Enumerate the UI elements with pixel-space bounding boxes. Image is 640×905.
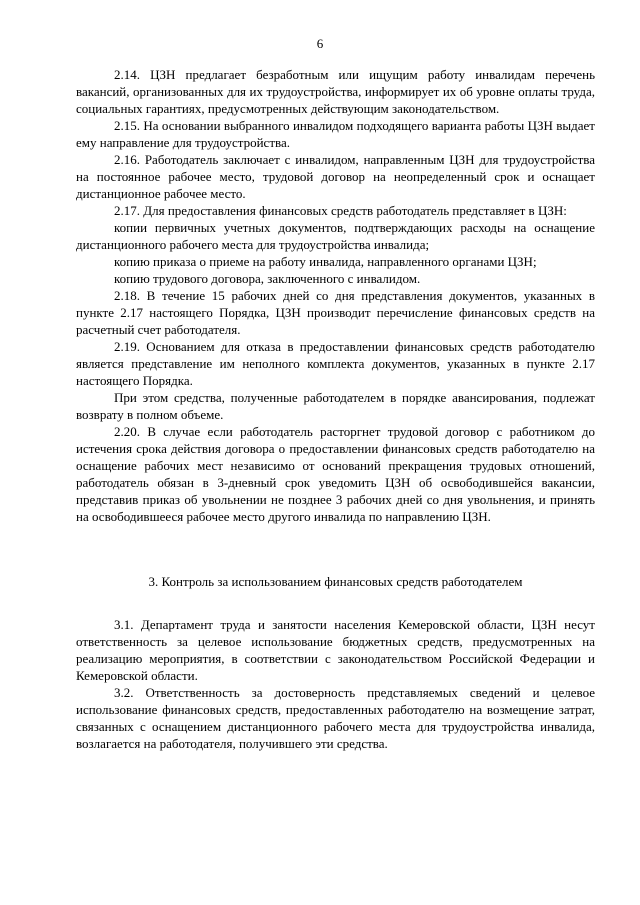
paragraph-2-17: 2.17. Для предоставления финансовых средств работодатель представляет в ЦЗН: xyxy=(114,203,567,218)
paragraph-2-16: 2.16. Работодатель заключает с инвалидом, направленным ЦЗН для трудоустройства на постоянное рабочее место, трудовой договор на неопределенный срок и оснащает дистанционное рабочее место. xyxy=(76,152,595,201)
paragraph-2-14: 2.14. ЦЗН предлагает безработным или ищущим работу инвалидам перечень вакансий, организованных для их трудоустройства, информирует их об уровне оплаты труда, социальных гарантиях, предусмотренных действующим законодательством. xyxy=(76,67,595,116)
paragraph-2-20: 2.20. В случае если работодатель расторгнет трудовой договор с работником до истечения срока действия договора о предоставлении финансовых средств работодателю на оснащение рабочих мест независимо от оснований прекращения трудовых отношений, работодатель обязан в 3-дневный срок уведомить ЦЗН об освободившейся вакансии, представив приказ об увольнении не позднее 3 рабочих дней со дня увольнения, и принять на освободившееся рабочее место другого инвалида по направлению ЦЗН. xyxy=(76,424,595,524)
paragraph-2-19-note: При этом средства, полученные работодателем в порядке авансирования, подлежат возврату в полном объеме. xyxy=(76,390,595,422)
section-heading: 3. Контроль за использованием финансовых средств работодателем xyxy=(148,574,523,589)
page-number: 6 xyxy=(316,36,324,51)
document-body xyxy=(76,66,595,752)
paragraph-2-15: 2.15. На основании выбранного инвалидом подходящего варианта работы ЦЗН выдает ему направление для трудоустройства. xyxy=(76,118,595,150)
paragraph-3-2: 3.2. Ответственность за достоверность представляемых сведений и целевое использование финансовых средств, предоставленных работодателю на возмещение затрат, связанных с оснащением дистанционного рабочего места для трудоустройства инвалида, возлагается на работодателя, получившего эти средства. xyxy=(76,685,595,751)
list-item-documents-3: копию трудового договора, заключенного с инвалидом. xyxy=(114,271,421,286)
paragraph-2-18: 2.18. В течение 15 рабочих дней со дня представления документов, указанных в пункте 2.17 настоящего Порядка, ЦЗН производит перечисление финансовых средств на расчетный счет работодателя. xyxy=(76,288,595,337)
paragraph-2-19: 2.19. Основанием для отказа в предоставлении финансовых средств работодателю является представление им неполного комплекта документов, указанных в пункте 2.17 настоящего Порядка. xyxy=(76,339,595,388)
paragraph-3-1: 3.1. Департамент труда и занятости населения Кемеровской области, ЦЗН несут ответственность за целевое использование бюджетных средств, предусмотренных на реализацию мероприятия, в соответствии с законодательством Российской Федерации и Кемеровской области. xyxy=(76,617,595,683)
list-item-documents-2: копию приказа о приеме на работу инвалида, направленного органами ЦЗН; xyxy=(114,254,537,269)
list-item-documents-1: копии первичных учетных документов, подтверждающих расходы на оснащение дистанционного рабочего места для трудоустройства инвалида; xyxy=(76,220,595,252)
